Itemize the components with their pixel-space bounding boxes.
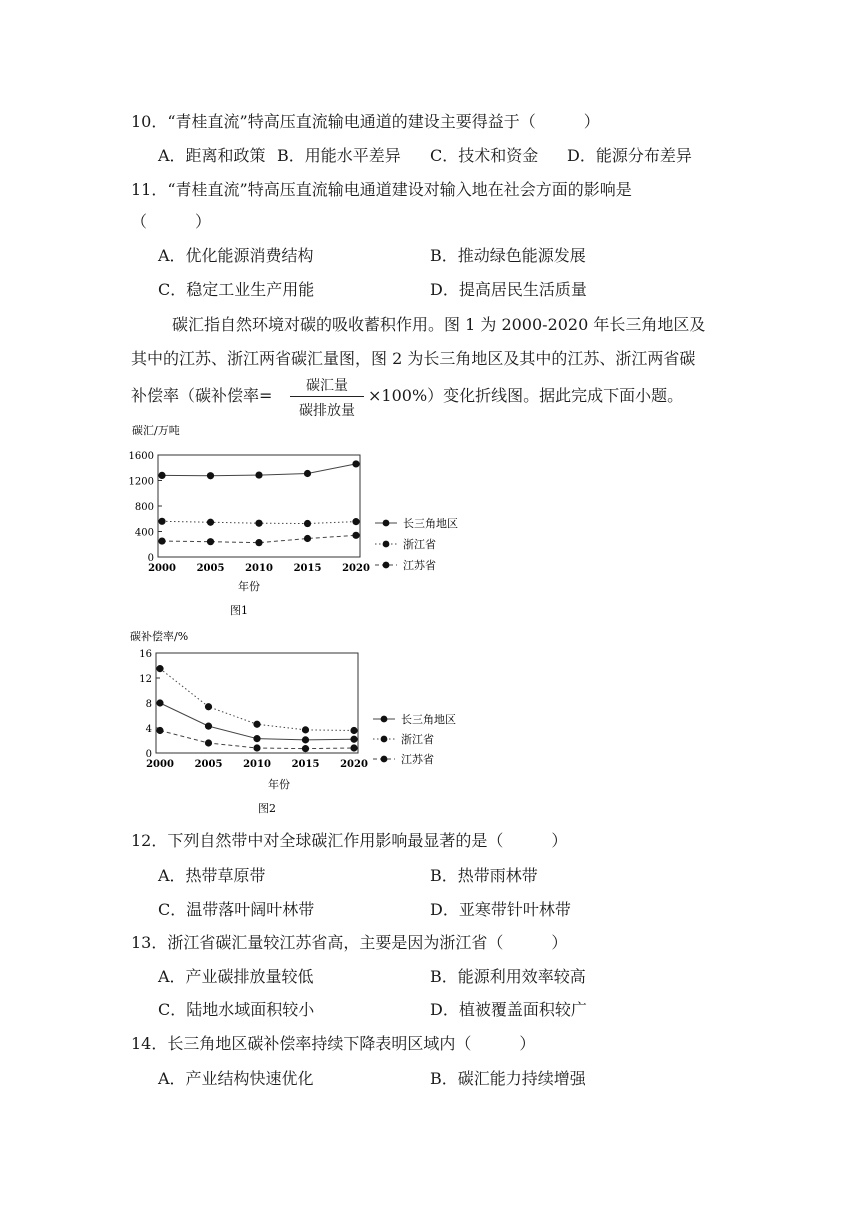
- fig1-ytick-label: 1200: [128, 476, 154, 488]
- fig2-point: [350, 736, 357, 743]
- fig2-point: [350, 744, 357, 751]
- fig2-point: [350, 727, 357, 734]
- q13-option-d: D．植被覆盖面积较广: [430, 1000, 587, 1019]
- fig2-xtick-label: 2015: [291, 759, 320, 770]
- fig2-point: [205, 739, 212, 746]
- fig1-xtick-label: 2015: [293, 563, 322, 574]
- q13-option-c: C．陆地水域面积较小: [158, 1000, 315, 1019]
- fig1-point: [207, 519, 214, 526]
- q12-stem: 12．下列自然带中对全球碳汇作用影响最显著的是（ ）: [131, 831, 568, 850]
- fig1-xtick-label: 2005: [196, 563, 225, 574]
- q12-option-a: A．热带草原带: [158, 866, 266, 885]
- fig2-legend-label-2: 江苏省: [401, 753, 434, 766]
- q11-option-b: B．推动绿色能源发展: [430, 246, 586, 265]
- fig1-ytick-label: 400: [134, 527, 154, 539]
- fig2-legend-marker-2: [381, 756, 388, 763]
- q12-option-d: D．亚寒带针叶林带: [430, 900, 571, 919]
- passage-line-2: 其中的江苏、浙江两省碳汇量图，图 2 为长三角地区及其中的江苏、浙江两省碳: [131, 349, 696, 368]
- fig2-point: [205, 723, 212, 730]
- fig1-point: [352, 518, 359, 525]
- fig2-point: [253, 721, 260, 728]
- q10-option-b: B．用能水平差异: [277, 146, 401, 165]
- fig1-ytick-label: 800: [134, 502, 154, 513]
- fig2-legend-marker-0: [381, 716, 388, 723]
- figure-1-carbon-sink-chart: [120, 418, 480, 622]
- fig2-point: [205, 703, 212, 710]
- q14-option-b: B．碳汇能力持续增强: [430, 1069, 586, 1088]
- fig1-legend-label-1: 浙江省: [403, 538, 436, 551]
- q11-option-c: C．稳定工业生产用能: [158, 280, 315, 299]
- q14-stem: 14．长三角地区碳补偿率持续下降表明区域内（ ）: [131, 1034, 536, 1053]
- fig1-point: [304, 470, 311, 477]
- fig1-point: [255, 539, 262, 546]
- fig2-legend-marker-1: [381, 736, 388, 743]
- fig2-point: [253, 744, 260, 751]
- figure-2-carbon-compensation-chart: [120, 628, 480, 824]
- fig1-point: [158, 518, 165, 525]
- fig2-ytick-label: 8: [145, 699, 152, 710]
- fig1-ytick-label: 0: [147, 553, 154, 564]
- fig2-point: [156, 665, 163, 672]
- passage-line-1: 碳汇指自然环境对碳的吸收蓄积作用。图 1 为 2000-2020 年长三角地区及: [172, 315, 706, 334]
- fig2-xtick-label: 2000: [146, 759, 174, 770]
- fig2-legend-label-1: 浙江省: [401, 733, 434, 746]
- fig1-point: [207, 472, 214, 479]
- q13-option-a: A．产业碳排放量较低: [158, 967, 314, 986]
- q10-option-d: D．能源分布差异: [567, 146, 692, 165]
- fig2-caption: 图2: [258, 802, 276, 815]
- fig1-legend-label-0: 长三角地区: [403, 517, 458, 530]
- fig2-ytick-label: 12: [139, 674, 152, 685]
- fig2-point: [156, 727, 163, 734]
- fig1-point: [207, 538, 214, 545]
- fig2-point: [302, 736, 309, 743]
- q11-option-d: D．提高居民生活质量: [430, 280, 587, 299]
- q14-option-a: A．产业结构快速优化: [158, 1069, 314, 1088]
- fig1-point: [255, 520, 262, 527]
- fig1-xtick-label: 2000: [148, 563, 176, 574]
- formula-denominator: 碳排放量: [299, 403, 355, 419]
- fig2-ylabel: 碳补偿率/%: [130, 630, 189, 643]
- passage-line-3-post: ×100%）变化折线图。据此完成下面小题。: [368, 386, 684, 405]
- fig2-point: [156, 699, 163, 706]
- fig1-ytick-label: 1600: [128, 451, 154, 462]
- formula-numerator: 碳汇量: [306, 378, 348, 394]
- fig2-ytick-label: 0: [145, 749, 152, 760]
- fig1-point: [158, 472, 165, 479]
- fig2-xtick-label: 2010: [243, 759, 271, 770]
- fig1-point: [158, 537, 165, 544]
- q11-option-a: A．优化能源消费结构: [158, 246, 314, 265]
- q10-option-a: A．距离和政策: [158, 146, 266, 165]
- fig1-legend-marker-0: [383, 520, 390, 527]
- fig2-ytick-label: 4: [145, 724, 152, 735]
- q13-stem: 13．浙江省碳汇量较江苏省高，主要是因为浙江省（ ）: [131, 933, 568, 952]
- fig2-point: [253, 735, 260, 742]
- passage-line-3-pre: 补偿率（碳补偿率=: [131, 386, 273, 405]
- fig2-xtick-label: 2005: [194, 759, 223, 770]
- q12-option-b: B．热带雨林带: [430, 866, 538, 885]
- q10-stem: 10．“青桂直流”特高压直流输电通道的建设主要得益于（ ）: [131, 112, 600, 131]
- q11-stem: 11．“青桂直流”特高压直流输电通道建设对输入地在社会方面的影响是: [131, 180, 632, 199]
- fig1-legend-marker-1: [383, 541, 390, 548]
- q10-option-c: C．技术和资金: [430, 146, 539, 165]
- formula-fraction-bar: [290, 396, 364, 397]
- fig1-point: [352, 532, 359, 539]
- fig2-legend-label-0: 长三角地区: [401, 713, 456, 726]
- fig2-xtick-label: 2020: [340, 759, 368, 770]
- fig2-xlabel: 年份: [268, 778, 290, 791]
- fig1-point: [304, 535, 311, 542]
- fig1-ylabel: 碳汇/万吨: [132, 424, 180, 437]
- fig2-point: [302, 745, 309, 752]
- fig1-caption: 图1: [230, 604, 248, 617]
- fig1-legend-label-2: 江苏省: [403, 559, 436, 572]
- fig1-xtick-label: 2010: [245, 563, 273, 574]
- q13-option-b: B．能源利用效率较高: [430, 967, 586, 986]
- fig1-point: [255, 471, 262, 478]
- q12-option-c: C．温带落叶阔叶林带: [158, 900, 315, 919]
- fig1-xtick-label: 2020: [342, 563, 370, 574]
- fig1-point: [352, 460, 359, 467]
- fig2-ytick-label: 16: [139, 649, 152, 660]
- fig1-point: [304, 520, 311, 527]
- q11-paren: （ ）: [131, 212, 212, 231]
- fig2-point: [302, 726, 309, 733]
- fig1-legend-marker-2: [383, 562, 390, 569]
- fig1-xlabel: 年份: [238, 580, 260, 593]
